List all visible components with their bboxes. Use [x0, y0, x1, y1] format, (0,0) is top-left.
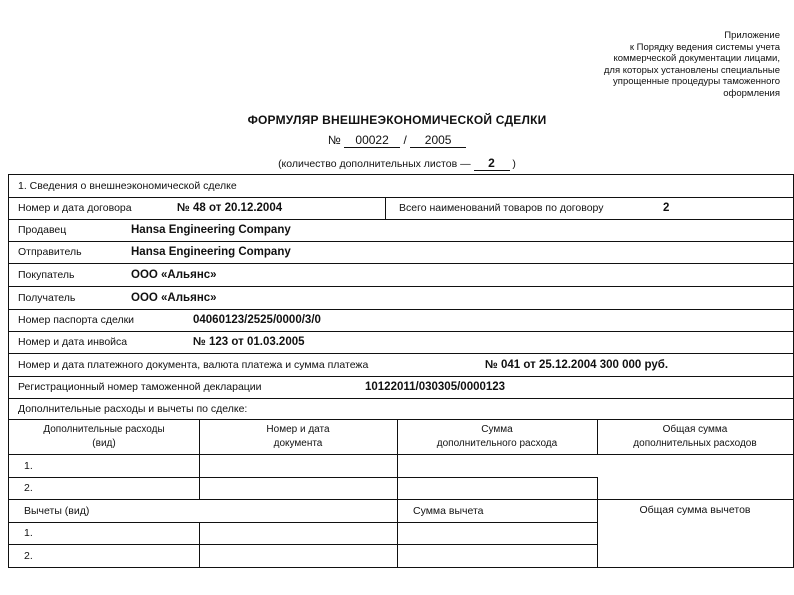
- declaration-value: 10122011/030305/0000123: [365, 381, 506, 393]
- row-number: 2.: [24, 482, 33, 494]
- year-value: 2005: [410, 133, 466, 148]
- col-divider: [199, 419, 200, 454]
- payment-value: № 041 от 25.12.2004 300 000 руб.: [485, 358, 669, 371]
- sheets-suffix: ): [512, 158, 516, 170]
- contract-label: Номер и дата договора: [18, 202, 132, 214]
- payment-row: [9, 353, 793, 377]
- col-divider: [199, 477, 200, 499]
- col-divider: [597, 477, 598, 499]
- seller-row: [9, 219, 793, 242]
- sender-row: [9, 241, 793, 264]
- col-divider: [199, 522, 200, 544]
- items-value: 2: [663, 202, 670, 214]
- declaration-row: [9, 376, 793, 399]
- passport-label: Номер паспорта сделки: [18, 314, 135, 326]
- col-divider: [397, 454, 398, 477]
- annex-line: коммерческой документации лицами,: [613, 53, 780, 64]
- annex-line: для которых установлены специальные: [603, 64, 780, 76]
- deductions-row-1: [9, 522, 597, 545]
- annex-line: к Порядку ведения системы учета: [629, 41, 780, 53]
- expenses-doc-header: [199, 419, 397, 454]
- col-divider: [397, 544, 398, 567]
- expenses-row-1: [9, 454, 597, 478]
- annex-line: упрощенные процедуры таможенного: [613, 76, 780, 87]
- deductions-total-label: Общая сумма вычетов: [639, 504, 751, 516]
- annex-line: оформления: [723, 87, 780, 99]
- col-divider: [597, 419, 598, 454]
- passport-row: [9, 309, 793, 332]
- header-text: дополнительного расхода: [436, 437, 558, 449]
- expenses-total-header: [597, 419, 793, 454]
- number-value: 00022: [344, 133, 400, 148]
- contract-value: № 48 от 20.12.2004: [177, 202, 283, 214]
- expenses-sum-header: [397, 419, 597, 454]
- col-divider: [397, 477, 398, 499]
- row-number: 1.: [24, 459, 33, 472]
- number-separator: /: [403, 133, 407, 147]
- receiver-row: [9, 286, 793, 310]
- form-number: [0, 133, 794, 148]
- contract-row: [9, 197, 793, 220]
- col-divider: [397, 522, 398, 544]
- sheets-prefix: (количество дополнительных листов —: [278, 158, 471, 170]
- deductions-type-label: Вычеты (вид): [24, 504, 90, 517]
- buyer-row: [9, 263, 793, 287]
- row-number: 1.: [24, 527, 33, 539]
- sheets-count: 2: [474, 156, 510, 171]
- receiver-label: Получатель: [18, 291, 76, 304]
- invoice-label: Номер и дата инвойса: [18, 336, 128, 348]
- deductions-header-row: [9, 499, 597, 523]
- deductions-sum-label: Сумма вычета: [413, 504, 484, 517]
- extra-label: Дополнительные расходы и вычеты по сделке:: [18, 402, 248, 415]
- header-text: Сумма: [481, 423, 513, 435]
- buyer-value: ООО «Альянс»: [131, 268, 217, 281]
- header-text: документа: [273, 437, 323, 449]
- header-text: Номер и дата: [266, 423, 330, 435]
- col-divider: [199, 454, 200, 477]
- header-text: Дополнительные расходы: [43, 423, 165, 435]
- buyer-label: Покупатель: [18, 268, 75, 281]
- extra-row: [9, 398, 793, 420]
- seller-value: Hansa Engineering Company: [131, 224, 291, 236]
- payment-label: Номер и дата платежного документа, валюта платежа и сумма платежа: [18, 358, 369, 371]
- expenses-row-2: [9, 477, 793, 500]
- header-text: Общая сумма: [662, 423, 728, 435]
- col-divider: [199, 544, 200, 567]
- deductions-row-2: [9, 544, 597, 567]
- col-divider: [397, 499, 398, 522]
- form-title: ФОРМУЛЯР ВНЕШНЕЭКОНОМИЧЕСКОЙ СДЕЛКИ: [247, 113, 547, 127]
- passport-value: 04060123/2525/0000/3/0: [193, 314, 321, 326]
- expenses-type-header: [9, 419, 199, 454]
- receiver-value: ООО «Альянс»: [131, 291, 217, 304]
- invoice-row: [9, 331, 793, 354]
- number-label: №: [327, 133, 341, 147]
- sender-label: Отправитель: [18, 246, 82, 258]
- declaration-label: Регистрационный номер таможенной декларации: [18, 381, 262, 393]
- row-divider: [385, 197, 386, 219]
- col-divider: [397, 419, 398, 454]
- row-number: 2.: [24, 549, 33, 562]
- annex-line: Приложение: [724, 30, 780, 41]
- items-label: Всего наименований товаров по договору: [399, 202, 604, 214]
- header-text: дополнительных расходов: [633, 437, 757, 449]
- sender-value: Hansa Engineering Company: [131, 246, 291, 258]
- expenses-header-row: [9, 419, 793, 455]
- seller-label: Продавец: [18, 224, 67, 236]
- section-title: 1. Сведения о внешнеэкономической сделке: [18, 180, 237, 192]
- invoice-value: № 123 от 01.03.2005: [193, 336, 305, 348]
- deal-form: [8, 174, 794, 568]
- annex-note: [520, 30, 780, 99]
- section-title-row: [9, 175, 793, 198]
- header-text: (вид): [92, 437, 116, 449]
- extra-sheets: [0, 156, 794, 171]
